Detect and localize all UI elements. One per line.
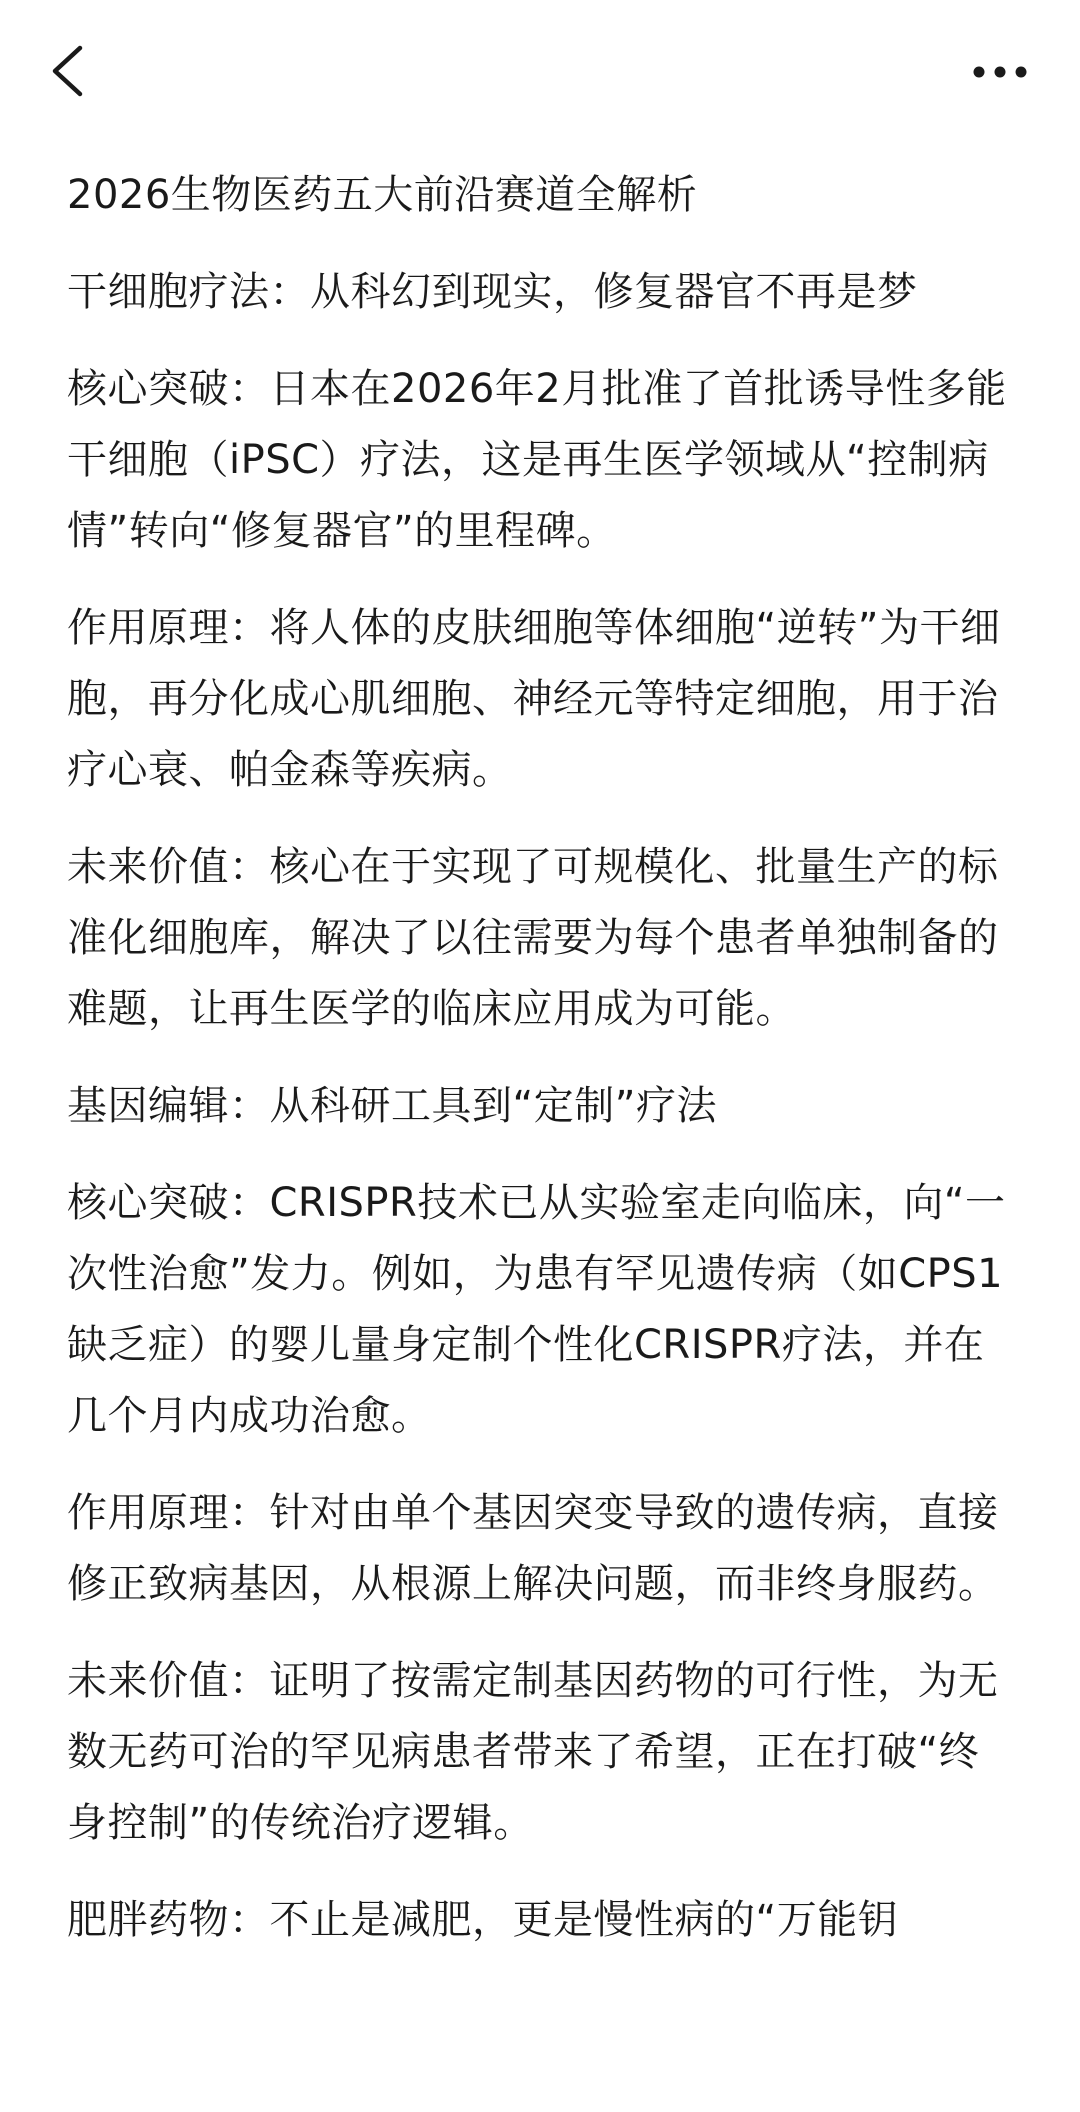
more-options-button[interactable] <box>960 48 1040 98</box>
chevron-left-icon <box>50 45 84 101</box>
back-button[interactable] <box>50 38 110 108</box>
paragraph-principle: 作用原理：针对由单个基因突变导致的遗传病，直接修正致病基因，从根源上解决问题，而非终身服药。 <box>67 1490 999 1607</box>
section-heading-gene-editing: 基因编辑：从科研工具到“定制”疗法 <box>67 1083 717 1129</box>
article-title: 2026生物医药五大前沿赛道全解析 <box>67 172 698 218</box>
article-body <box>67 160 1007 1982</box>
paragraph-principle: 作用原理：将人体的皮肤细胞等体细胞“逆转”为干细胞，再分化成心肌细胞、神经元等特定细胞，用于治疗心衰、帕金森等疾病。 <box>67 605 1001 793</box>
section-heading-stem-cell: 干细胞疗法：从科幻到现实，修复器官不再是梦 <box>67 269 918 315</box>
section-heading-obesity-drugs: 肥胖药物：不止是减肥，更是慢性病的“万能钥 <box>67 1897 899 1943</box>
more-horizontal-icon <box>972 64 1028 83</box>
paragraph-future-value: 未来价值：证明了按需定制基因药物的可行性，为无数无药可治的罕见病患者带来了希望，正在打破“终身控制”的传统治疗逻辑。 <box>67 1658 999 1846</box>
top-bar <box>0 0 1080 150</box>
paragraph-core-breakthrough: 核心突破：日本在2026年2月批准了首批诱导性多能干细胞（iPSC）疗法，这是再生医学领域从“控制病情”转向“修复器官”的里程碑。 <box>67 366 1007 554</box>
paragraph-core-breakthrough: 核心突破：CRISPR技术已从实验室走向临床，向“一次性治愈”发力。例如，为患有罕见遗传病（如CPS1缺乏症）的婴儿量身定制个性化CRISPR疗法，并在几个月内成功治愈。 <box>67 1180 1006 1439</box>
paragraph-future-value: 未来价值：核心在于实现了可规模化、批量生产的标准化细胞库，解决了以往需要为每个患者单独制备的难题，让再生医学的临床应用成为可能。 <box>67 844 999 1032</box>
